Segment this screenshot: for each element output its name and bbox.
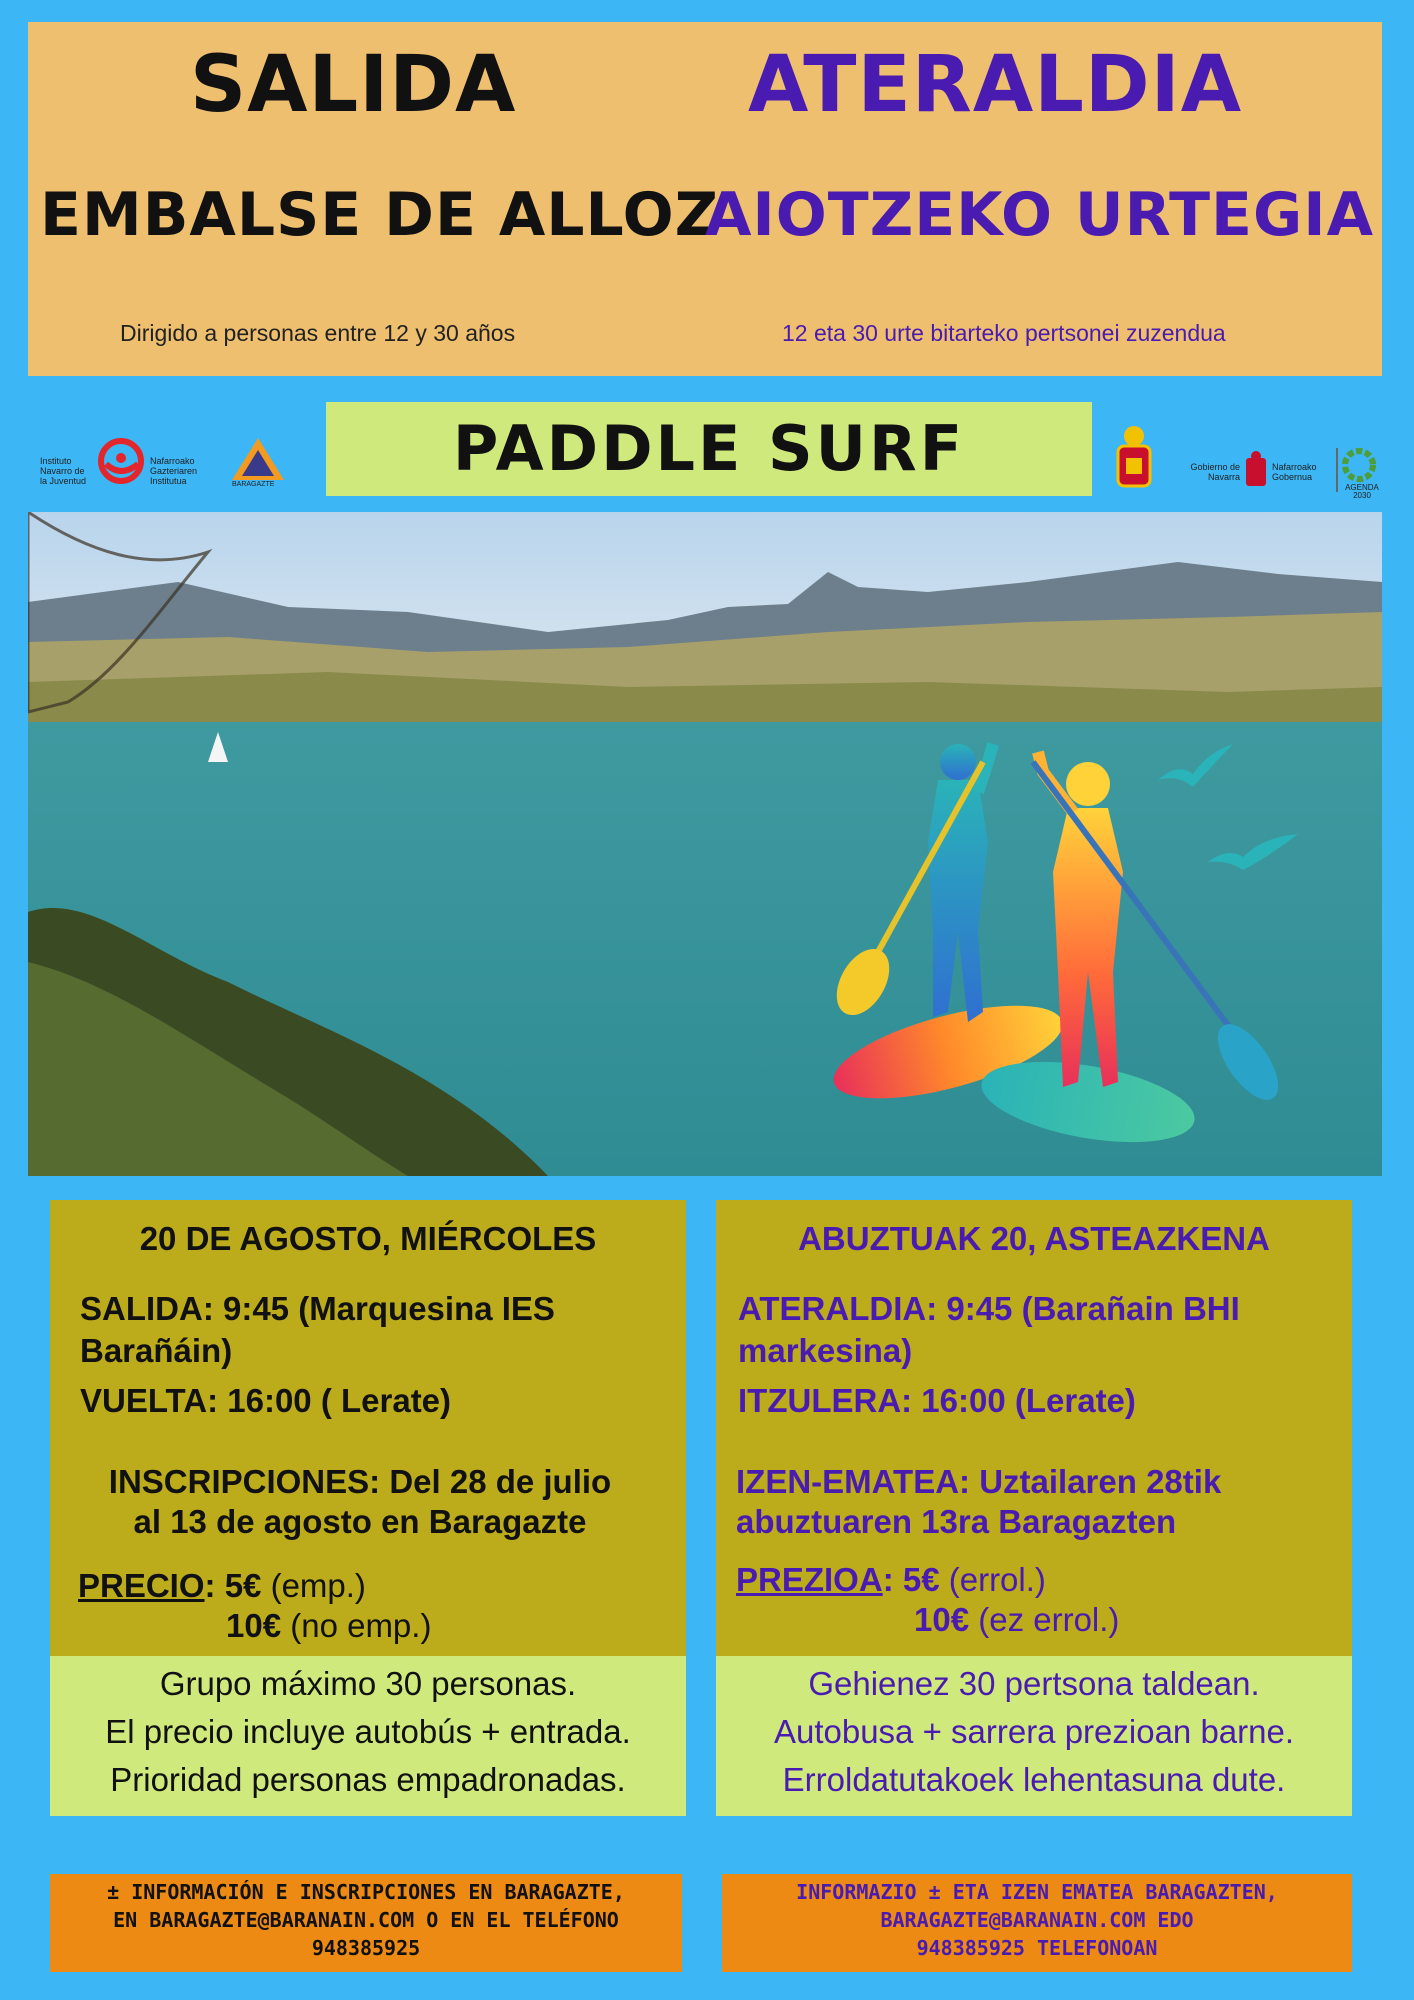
es-note-2: El precio incluye autobús + entrada. bbox=[105, 1713, 631, 1750]
eu-note-1: Gehienez 30 pertsona taldean. bbox=[808, 1665, 1260, 1702]
eu-price-2-amount: 10€ bbox=[914, 1601, 970, 1638]
eu-notes-box bbox=[716, 1656, 1352, 1816]
baragazte-text: BARAGAZTE bbox=[232, 481, 275, 488]
es-footer-line-1: ± INFORMACIÓN E INSCRIPCIONES EN BARAGAZTE, bbox=[107, 1880, 625, 1904]
injuve-es-text: Instituto Navarro de la Juventud bbox=[40, 456, 87, 486]
es-note-1: Grupo máximo 30 personas. bbox=[159, 1665, 577, 1702]
es-departure bbox=[80, 1288, 555, 1422]
eu-departure-line-1: ATERALDIA: 9:45 (Barañain BHI bbox=[738, 1290, 1240, 1327]
es-title: SALIDA bbox=[190, 40, 517, 130]
es-return: VUELTA: 16:00 ( Lerate) bbox=[80, 1382, 452, 1419]
agenda-2030-text: AGENDA 2030 bbox=[1345, 483, 1379, 500]
reservoir-photo bbox=[28, 512, 1382, 1176]
baranain-coat-of-arms-icon bbox=[1112, 424, 1156, 492]
logo-divider bbox=[1336, 448, 1338, 492]
eu-date: ABUZTUAK 20, ASTEAZKENA bbox=[798, 1220, 1270, 1257]
es-note-3: Prioridad personas empadronadas. bbox=[110, 1761, 626, 1798]
eu-departure bbox=[738, 1288, 1240, 1422]
es-notes-box bbox=[50, 1656, 686, 1816]
es-place: EMBALSE DE ALLOZ bbox=[40, 180, 720, 250]
gobierno-es-text: Gobierno de Navarra bbox=[1190, 462, 1240, 482]
es-price-2-amount: 10€ bbox=[226, 1607, 282, 1644]
eu-signup-line-2: abuztuaren 13ra Baragazten bbox=[736, 1503, 1177, 1540]
es-signup-line-2: al 13 de agosto en Baragazte bbox=[133, 1503, 587, 1540]
agenda-2030-wheel-icon bbox=[1342, 448, 1376, 482]
es-footer-line-2: EN BARAGAZTE@BARANAIN.COM O EN EL TELÉFONO bbox=[113, 1908, 619, 1932]
eu-signup-line-1: IZEN-EMATEA: Uztailaren 28tik bbox=[736, 1463, 1222, 1500]
es-price bbox=[78, 1566, 431, 1646]
eu-signup bbox=[736, 1462, 1221, 1542]
eu-footer-phone: 948385925 TELEFONOAN bbox=[916, 1936, 1158, 1960]
injuve-eu-text: Nafarroako Gazteriaren Institutua bbox=[150, 456, 198, 486]
es-target-audience: Dirigido a personas entre 12 y 30 años bbox=[120, 320, 516, 346]
activity-title: PADDLE SURF bbox=[452, 412, 966, 485]
eu-price-label: PREZIOA bbox=[736, 1561, 883, 1598]
eu-footer-line-2: BARAGAZTE@BARANAIN.COM EDO bbox=[880, 1908, 1194, 1932]
baragazte-logo-icon bbox=[230, 436, 286, 486]
eu-departure-line-2: markesina) bbox=[738, 1332, 913, 1369]
eu-note-2: Autobusa + sarrera prezioan barne. bbox=[773, 1713, 1295, 1750]
eu-price-2-note: (ez errol.) bbox=[969, 1601, 1120, 1638]
es-date: 20 DE AGOSTO, MIÉRCOLES bbox=[139, 1220, 597, 1257]
eu-price bbox=[736, 1560, 1119, 1640]
eu-return: ITZULERA: 16:00 (Lerate) bbox=[738, 1382, 1136, 1419]
navarra-shield-icon bbox=[1244, 450, 1268, 490]
es-contact-footer bbox=[50, 1874, 682, 1972]
landscape-illustration bbox=[28, 512, 1382, 1176]
eu-contact-footer bbox=[722, 1874, 1352, 1972]
es-price-2-note: (no emp.) bbox=[281, 1607, 432, 1644]
injuve-logo-icon bbox=[96, 436, 146, 486]
eu-price-1-amount: : 5€ bbox=[882, 1561, 940, 1598]
es-signup bbox=[60, 1462, 660, 1542]
gobierno-eu-text: Nafarroako Gobernua bbox=[1272, 462, 1317, 482]
es-price-1-note: (emp.) bbox=[261, 1567, 366, 1604]
es-departure-line-2: Barañáin) bbox=[80, 1332, 233, 1369]
eu-target-audience: 12 eta 30 urte bitarteko pertsonei zuzendua bbox=[782, 320, 1226, 346]
es-price-label: PRECIO bbox=[78, 1567, 205, 1604]
es-footer-phone: 948385925 bbox=[311, 1936, 421, 1960]
es-departure-line-1: SALIDA: 9:45 (Marquesina IES bbox=[80, 1290, 555, 1327]
eu-footer-line-1: INFORMAZIO ± ETA IZEN EMATEA BARAGAZTEN, bbox=[796, 1880, 1278, 1904]
es-signup-line-1: INSCRIPCIONES: Del 28 de julio bbox=[108, 1463, 612, 1500]
eu-price-1-note: (errol.) bbox=[939, 1561, 1046, 1598]
eu-title: ATERALDIA bbox=[748, 40, 1243, 130]
eu-note-3: Erroldatutakoek lehentasuna dute. bbox=[782, 1761, 1286, 1798]
eu-place: AIOTZEKO URTEGIA bbox=[705, 180, 1375, 250]
es-price-1-amount: : 5€ bbox=[204, 1567, 262, 1604]
